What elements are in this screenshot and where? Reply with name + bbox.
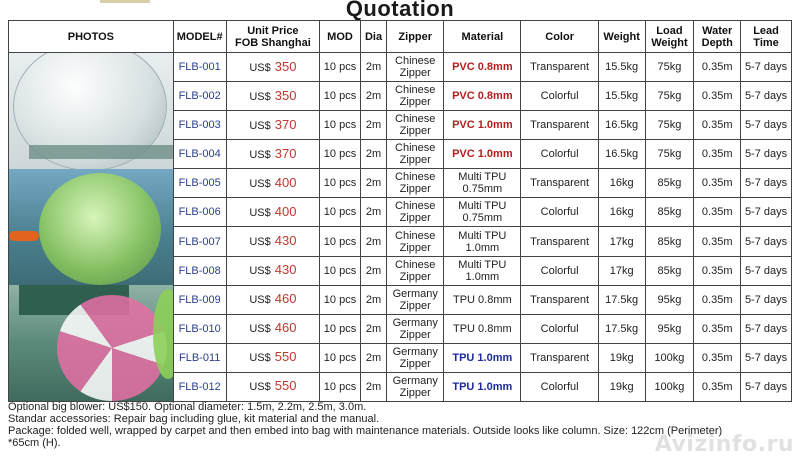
header-dia: Dia [360,21,386,53]
water-depth-cell: 0.35m [694,372,741,401]
load-weight-cell: 85kg [645,256,694,285]
load-weight-cell: 100kg [645,372,694,401]
load-weight-cell: 85kg [645,169,694,198]
material-cell: Multi TPU 0.75mm [444,198,521,227]
dia-cell: 2m [360,314,386,343]
material-cell: Multi TPU 1.0mm [444,256,521,285]
product-photos [9,53,174,402]
price-cell: US$ 460 [226,285,320,314]
price-cell: US$ 400 [226,198,320,227]
zipper-cell: Germany Zipper [387,343,444,372]
price-cell: US$ 350 [226,53,320,82]
load-weight-cell: 75kg [645,53,694,82]
water-depth-cell: 0.35m [694,256,741,285]
load-weight-cell: 85kg [645,227,694,256]
color-cell: Colorful [521,140,598,169]
dia-cell: 2m [360,227,386,256]
note-blower: Optional big blower: US$150. Optional diameter: 1.5m, 2.2m, 2.5m, 3.0m. [8,401,367,413]
color-cell: Transparent [521,343,598,372]
mod-cell: 10 pcs [320,256,361,285]
mod-cell: 10 pcs [320,372,361,401]
lead-time-cell: 5-7 days [741,256,792,285]
dia-cell: 2m [360,285,386,314]
weight-cell: 15.5kg [598,53,645,82]
lead-time-cell: 5-7 days [741,53,792,82]
header-mod: MOD [320,21,361,53]
mod-cell: 10 pcs [320,227,361,256]
header-color: Color [521,21,598,53]
model-cell: FLB-002 [173,82,226,111]
dia-cell: 2m [360,198,386,227]
color-cell: Colorful [521,372,598,401]
green-ball-photo [9,169,173,285]
color-cell: Transparent [521,285,598,314]
dia-cell: 2m [360,82,386,111]
water-depth-cell: 0.35m [694,53,741,82]
dia-cell: 2m [360,343,386,372]
header-load-weight: Load Weight [645,21,694,53]
lead-time-cell: 5-7 days [741,169,792,198]
lead-time-cell: 5-7 days [741,285,792,314]
weight-cell: 17.5kg [598,314,645,343]
table-row [9,53,792,82]
model-cell: FLB-006 [173,198,226,227]
lead-time-cell: 5-7 days [741,111,792,140]
model-cell: FLB-001 [173,53,226,82]
dia-cell: 2m [360,256,386,285]
color-cell: Transparent [521,53,598,82]
mod-cell: 10 pcs [320,343,361,372]
dia-cell: 2m [360,169,386,198]
header-lead-time: Lead Time [741,21,792,53]
zipper-cell: Chinese Zipper [387,111,444,140]
material-cell: Multi TPU 0.75mm [444,169,521,198]
zipper-cell: Chinese Zipper [387,198,444,227]
zipper-cell: Germany Zipper [387,285,444,314]
lead-time-cell: 5-7 days [741,140,792,169]
price-cell: US$ 430 [226,256,320,285]
note-accessories: Standar accessories: Repair bag including glue, kit material and the manual. [8,413,380,425]
color-cell: Colorful [521,256,598,285]
model-cell: FLB-011 [173,343,226,372]
price-cell: US$ 400 [226,169,320,198]
header-zipper: Zipper [387,21,444,53]
load-weight-cell: 95kg [645,285,694,314]
price-cell: US$ 460 [226,314,320,343]
weight-cell: 15.5kg [598,82,645,111]
dia-cell: 2m [360,372,386,401]
weight-cell: 19kg [598,343,645,372]
color-cell: Transparent [521,227,598,256]
header-water-depth: Water Depth [694,21,741,53]
header-row [9,21,792,53]
model-cell: FLB-007 [173,227,226,256]
material-cell: TPU 1.0mm [444,372,521,401]
water-depth-cell: 0.35m [694,198,741,227]
zipper-cell: Chinese Zipper [387,140,444,169]
pink-ball-photo [9,285,173,401]
material-cell: PVC 1.0mm [444,111,521,140]
watermark: Avizinfo.ru [654,432,794,457]
weight-cell: 19kg [598,372,645,401]
dia-cell: 2m [360,140,386,169]
model-cell: FLB-012 [173,372,226,401]
header-unit-price: Unit Price FOB Shanghai [226,21,320,53]
note-package-height: *65cm (H). [8,437,61,449]
lead-time-cell: 5-7 days [741,343,792,372]
page-title: Quotation [345,0,455,21]
model-cell: FLB-010 [173,314,226,343]
lead-time-cell: 5-7 days [741,198,792,227]
water-depth-cell: 0.35m [694,314,741,343]
zipper-cell: Chinese Zipper [387,256,444,285]
zipper-cell: Chinese Zipper [387,227,444,256]
zipper-cell: Chinese Zipper [387,169,444,198]
load-weight-cell: 75kg [645,140,694,169]
water-depth-cell: 0.35m [694,343,741,372]
color-cell: Transparent [521,111,598,140]
price-cell: US$ 550 [226,372,320,401]
water-depth-cell: 0.35m [694,140,741,169]
mod-cell: 10 pcs [320,169,361,198]
material-cell: TPU 0.8mm [444,314,521,343]
header-model: MODEL# [173,21,226,53]
model-cell: FLB-004 [173,140,226,169]
price-cell: US$ 350 [226,82,320,111]
quotation-table [8,20,792,402]
mod-cell: 10 pcs [320,285,361,314]
water-depth-cell: 0.35m [694,227,741,256]
dia-cell: 2m [360,53,386,82]
weight-cell: 16.5kg [598,140,645,169]
material-cell: TPU 0.8mm [444,285,521,314]
dia-cell: 2m [360,111,386,140]
price-cell: US$ 550 [226,343,320,372]
mod-cell: 10 pcs [320,198,361,227]
lead-time-cell: 5-7 days [741,314,792,343]
water-depth-cell: 0.35m [694,111,741,140]
header-weight: Weight [598,21,645,53]
model-cell: FLB-005 [173,169,226,198]
header-photos: PHOTOS [9,21,174,53]
transparent-ball-photo [9,53,173,169]
material-cell: PVC 0.8mm [444,82,521,111]
zipper-cell: Germany Zipper [387,372,444,401]
note-package: Package: folded well, wrapped by carpet and then embed into bag with maintenance materials. Outside looks like column. Size: 122cm (Perimeter) [8,425,723,437]
color-cell: Colorful [521,314,598,343]
weight-cell: 16.5kg [598,111,645,140]
load-weight-cell: 85kg [645,198,694,227]
water-depth-cell: 0.35m [694,285,741,314]
model-cell: FLB-003 [173,111,226,140]
zipper-cell: Chinese Zipper [387,82,444,111]
load-weight-cell: 75kg [645,111,694,140]
material-cell: TPU 1.0mm [444,343,521,372]
price-cell: US$ 430 [226,227,320,256]
zipper-cell: Germany Zipper [387,314,444,343]
water-depth-cell: 0.35m [694,82,741,111]
model-cell: FLB-008 [173,256,226,285]
lead-time-cell: 5-7 days [741,372,792,401]
weight-cell: 17kg [598,227,645,256]
color-cell: Colorful [521,82,598,111]
water-depth-cell: 0.35m [694,169,741,198]
weight-cell: 16kg [598,169,645,198]
lead-time-cell: 5-7 days [741,227,792,256]
load-weight-cell: 95kg [645,314,694,343]
price-cell: US$ 370 [226,111,320,140]
weight-cell: 17.5kg [598,285,645,314]
weight-cell: 16kg [598,198,645,227]
weight-cell: 17kg [598,256,645,285]
material-cell: PVC 1.0mm [444,140,521,169]
mod-cell: 10 pcs [320,314,361,343]
zipper-cell: Chinese Zipper [387,53,444,82]
mod-cell: 10 pcs [320,140,361,169]
color-cell: Colorful [521,198,598,227]
load-weight-cell: 100kg [645,343,694,372]
material-cell: Multi TPU 1.0mm [444,227,521,256]
lead-time-cell: 5-7 days [741,82,792,111]
mod-cell: 10 pcs [320,111,361,140]
material-cell: PVC 0.8mm [444,53,521,82]
price-cell: US$ 370 [226,140,320,169]
mod-cell: 10 pcs [320,53,361,82]
header-material: Material [444,21,521,53]
model-cell: FLB-009 [173,285,226,314]
mod-cell: 10 pcs [320,82,361,111]
load-weight-cell: 75kg [645,82,694,111]
color-cell: Transparent [521,169,598,198]
